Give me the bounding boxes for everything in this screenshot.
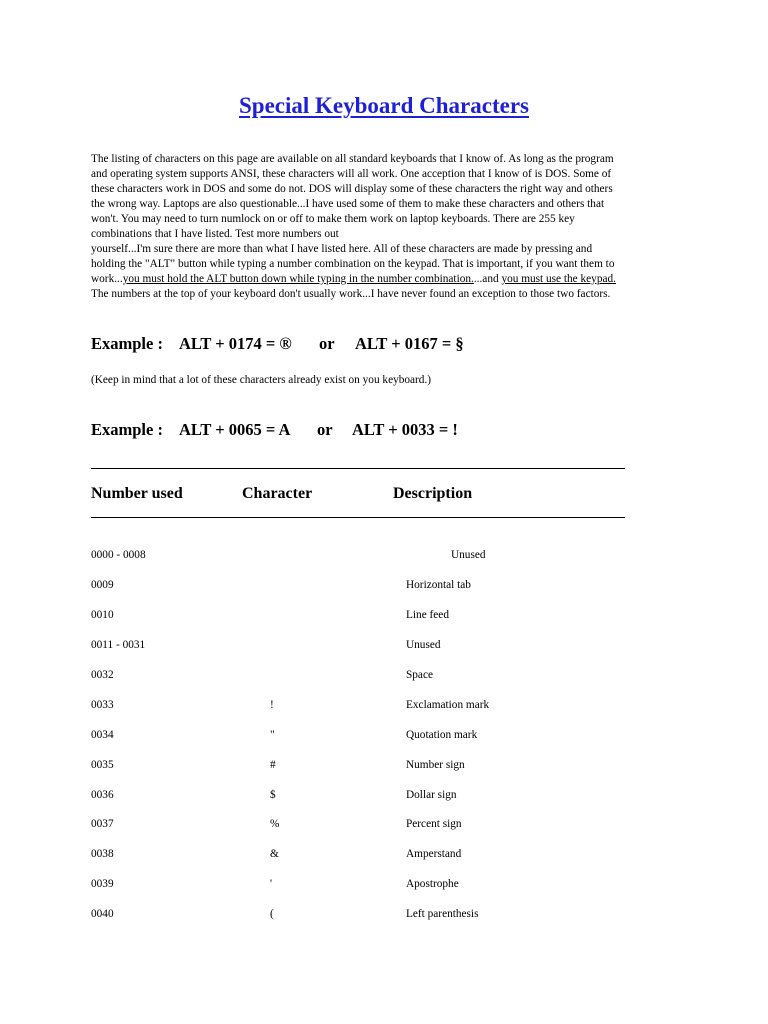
table-row	[0, 729, 768, 749]
intro-line-middle: ...and	[473, 273, 502, 285]
row-character: '	[270, 878, 273, 890]
column-header-character: Character	[242, 485, 313, 502]
intro-line: these characters work in DOS and some do not. DOS will display some of these characters the right way and others	[91, 183, 613, 195]
row-character: #	[270, 759, 276, 771]
intro-line: The numbers at the top of your keyboard don't usually work...I have never found an exception to those two factors.	[91, 288, 611, 300]
row-description: Space	[406, 669, 433, 681]
table-row	[0, 759, 768, 779]
table-row	[0, 818, 768, 838]
table-row	[0, 549, 768, 569]
intro-line: combinations that I have listed. Test more numbers out	[91, 228, 339, 240]
table-row	[0, 908, 768, 928]
example-label: Example :	[91, 420, 163, 439]
row-description: Quotation mark	[406, 729, 478, 741]
example-or: or	[319, 334, 335, 353]
row-number: 0037	[91, 818, 114, 830]
row-character: !	[270, 699, 274, 711]
row-description: Apostrophe	[406, 878, 459, 890]
example-second: ALT + 0167 = §	[355, 334, 464, 353]
keyboard-note: (Keep in mind that a lot of these characters already exist on you keyboard.)	[91, 374, 432, 386]
intro-line: The listing of characters on this page are available on all standard keyboards that I know of. As long as the program	[91, 153, 614, 165]
table-row	[0, 848, 768, 868]
row-number: 0010	[91, 609, 114, 621]
table-row	[0, 669, 768, 689]
row-description: Line feed	[406, 609, 449, 621]
table-row	[0, 579, 768, 599]
example-label: Example :	[91, 334, 163, 353]
row-number: 0032	[91, 669, 114, 681]
alt-hold-warning: you must hold the ALT button down while typing in the number combination.	[122, 273, 474, 285]
page-title[interactable]: Special Keyboard Characters	[238, 93, 529, 118]
intro-line: holding the "ALT" button while typing a number combination on the keypad. That is important, if you want them to	[91, 258, 615, 270]
intro-line: yourself...I'm sure there are more than what I have listed here. All of these characters are made by pressing and	[91, 243, 593, 255]
example-or: or	[317, 420, 333, 439]
row-description: Unused	[451, 549, 486, 561]
row-number: 0040	[91, 908, 114, 920]
row-character: "	[270, 729, 275, 741]
row-number: 0035	[91, 759, 114, 771]
example-first: ALT + 0174 = ®	[179, 334, 292, 353]
row-character: %	[270, 818, 280, 830]
row-character: $	[270, 789, 276, 801]
column-header-number: Number used	[91, 485, 183, 502]
table-row	[0, 699, 768, 719]
row-description: Exclamation mark	[406, 699, 490, 711]
row-description: Amperstand	[406, 848, 462, 860]
row-description: Dollar sign	[406, 789, 457, 801]
column-header-description: Description	[393, 485, 473, 502]
row-number: 0036	[91, 789, 114, 801]
intro-paragraph	[91, 152, 681, 302]
row-number: 0038	[91, 848, 114, 860]
row-description: Horizontal tab	[406, 579, 471, 591]
row-description: Percent sign	[406, 818, 462, 830]
row-description: Unused	[406, 639, 441, 651]
row-description: Number sign	[406, 759, 465, 771]
table-row	[0, 639, 768, 659]
row-character: &	[270, 848, 279, 860]
keypad-warning: you must use the keypad.	[501, 273, 616, 285]
table-row	[0, 609, 768, 629]
row-character: (	[270, 908, 274, 920]
table-row	[0, 789, 768, 809]
row-number: 0000 - 0008	[91, 549, 146, 561]
intro-line: and operating system supports ANSI, these characters will all work. One acception that I know of is DOS. Some of	[91, 168, 612, 180]
row-description: Left parenthesis	[406, 908, 479, 920]
row-number: 0034	[91, 729, 114, 741]
divider-bottom	[91, 517, 625, 518]
table-row	[0, 878, 768, 898]
intro-line: the wrong way. Laptops are also questionable...I have used some of them to make these characters and others that	[91, 198, 605, 210]
example-second: ALT + 0033 = !	[352, 420, 458, 439]
row-number: 0039	[91, 878, 114, 890]
row-number: 0009	[91, 579, 114, 591]
intro-line-keypad	[91, 272, 681, 287]
divider-top	[91, 468, 625, 469]
row-number: 0011 - 0031	[91, 639, 146, 651]
example-first: ALT + 0065 = A	[179, 420, 291, 439]
intro-line-lead: work...	[91, 273, 123, 285]
intro-line: won't. You may need to turn numlock on or off to make them work on laptop keyboards. There are 255 key	[91, 213, 575, 225]
row-number: 0033	[91, 699, 114, 711]
